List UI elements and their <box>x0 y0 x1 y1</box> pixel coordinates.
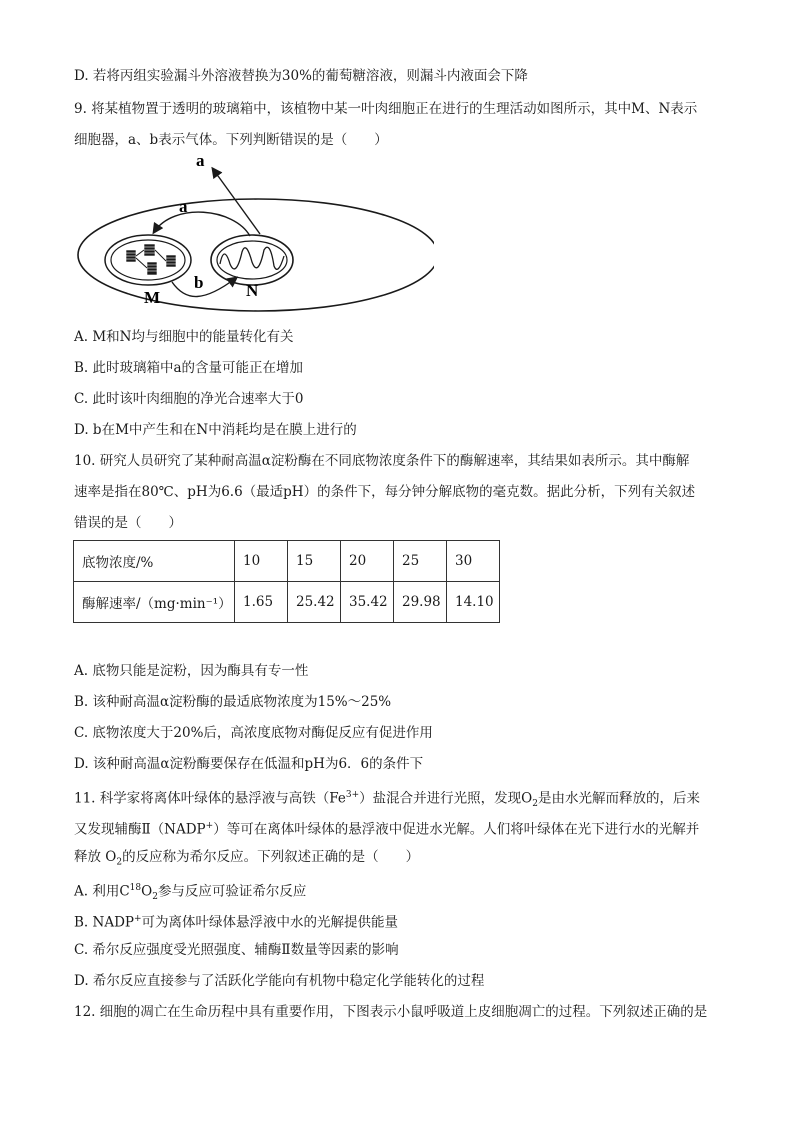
q9-option-c: C. 此时该叶肉细胞的净光合速率大于0 <box>74 391 304 407</box>
q9-option-d: D. b在M中产生和在N中消耗均是在膜上进行的 <box>74 422 357 438</box>
q11-stem-line-1: 11. 科学家将离体叶绿体的悬浮液与高铁$(Fe^{3+})$盐混合并进行光照，发现$O_2$是由水光解而释放的，后来 <box>74 790 700 810</box>
q10-option-d: D. 该种耐高温α淀粉酶要保存在低温和pH为6．6的条件下 <box>74 756 424 772</box>
cell-diagram <box>74 152 434 312</box>
mitochondrion-n <box>211 235 293 285</box>
label-b: b <box>194 273 204 292</box>
q11-stem-line-2: 又发现辅酶Ⅱ（NADP+）等可在离体叶绿体的悬浮液中促进水光解。人们将叶绿体在光下进行水的光解并 <box>74 821 700 838</box>
table-header-cell: 底物浓度/% <box>74 541 235 582</box>
label-a-top: a <box>196 152 205 170</box>
table-cell: 25 <box>394 541 447 582</box>
table-cell: 20 <box>341 541 394 582</box>
q11-option-c: C. 希尔反应强度受光照强度、辅酶Ⅱ数量等因素的影响 <box>74 942 399 958</box>
table-cell: 25.42 <box>288 582 341 623</box>
q9-option-b: B. 此时玻璃箱中a的含量可能正在增加 <box>74 360 304 376</box>
table-row <box>74 582 500 623</box>
table-cell: 10 <box>235 541 288 582</box>
q9-stem-line-2: 细胞器，a、b表示气体。下列判断错误的是（ ） <box>74 132 388 148</box>
q10-stem-line-1: 10. 研究人员研究了某种耐高温α淀粉酶在不同底物浓度条件下的酶解速率，其结果如表所示。其中酶解 <box>74 453 690 469</box>
q11-option-a: A. 利用$C^{18}O_2$参与反应可验证希尔反应 <box>74 883 307 903</box>
table-header-cell: 酶解速率/（mg·min⁻¹） <box>74 582 235 623</box>
q9-option-a: A. M和N均与细胞中的能量转化有关 <box>74 329 294 345</box>
table-cell: 29.98 <box>394 582 447 623</box>
table-cell: 1.65 <box>235 582 288 623</box>
arrow-b-to-mitochondrion <box>172 278 236 297</box>
table-cell: 35.42 <box>341 582 394 623</box>
q10-stem-line-3: 错误的是（ ） <box>74 515 182 531</box>
q10-stem-line-2: 速率是指在80℃、pH为6.6（最适pH）的条件下，每分钟分解底物的毫克数。据此分析，下列有关叙述 <box>74 484 696 500</box>
q10-option-c: C. 底物浓度大于20%后，高浓度底物对酶促反应有促进作用 <box>74 725 433 741</box>
q11-option-d: D. 希尔反应直接参与了活跃化学能向有机物中稳定化学能转化的过程 <box>74 973 485 989</box>
q9-stem-line-1: 9. 将某植物置于透明的玻璃箱中，该植物中某一叶肉细胞正在进行的生理活动如图所示，其中M、N表示 <box>74 101 698 117</box>
q10-option-a: A. 底物只能是淀粉，因为酶具有专一性 <box>74 663 309 679</box>
chloroplast-m <box>105 235 191 285</box>
enzyme-rate-table <box>73 540 500 623</box>
label-a-inner: a <box>179 197 188 216</box>
arrow-a-to-chloroplast <box>154 212 250 236</box>
q8-option-d: D. 若将丙组实验漏斗外溶液替换为30%的葡萄糖溶液，则漏斗内液面会下降 <box>74 68 528 84</box>
table-cell: 30 <box>447 541 500 582</box>
table-cell: 15 <box>288 541 341 582</box>
table-row <box>74 541 500 582</box>
label-m: M <box>144 288 161 307</box>
q10-option-b: B. 该种耐高温α淀粉酶的最适底物浓度为15%～25% <box>74 694 392 710</box>
q12-stem-line-1: 12. 细胞的凋亡在生命历程中具有重要作用，下图表示小鼠呼吸道上皮细胞凋亡的过程。下列叙述正确的是 <box>74 1004 708 1020</box>
q11-option-b: B. NADP+可为离体叶绿体悬浮液中水的光解提供能量 <box>74 914 399 931</box>
table-cell: 14.10 <box>447 582 500 623</box>
q11-stem-line-3: 释放 $O_2$的反应称为希尔反应。下列叙述正确的是（ ） <box>74 849 420 868</box>
arrow-a-to-outside <box>213 169 260 234</box>
label-n: N <box>246 281 259 300</box>
